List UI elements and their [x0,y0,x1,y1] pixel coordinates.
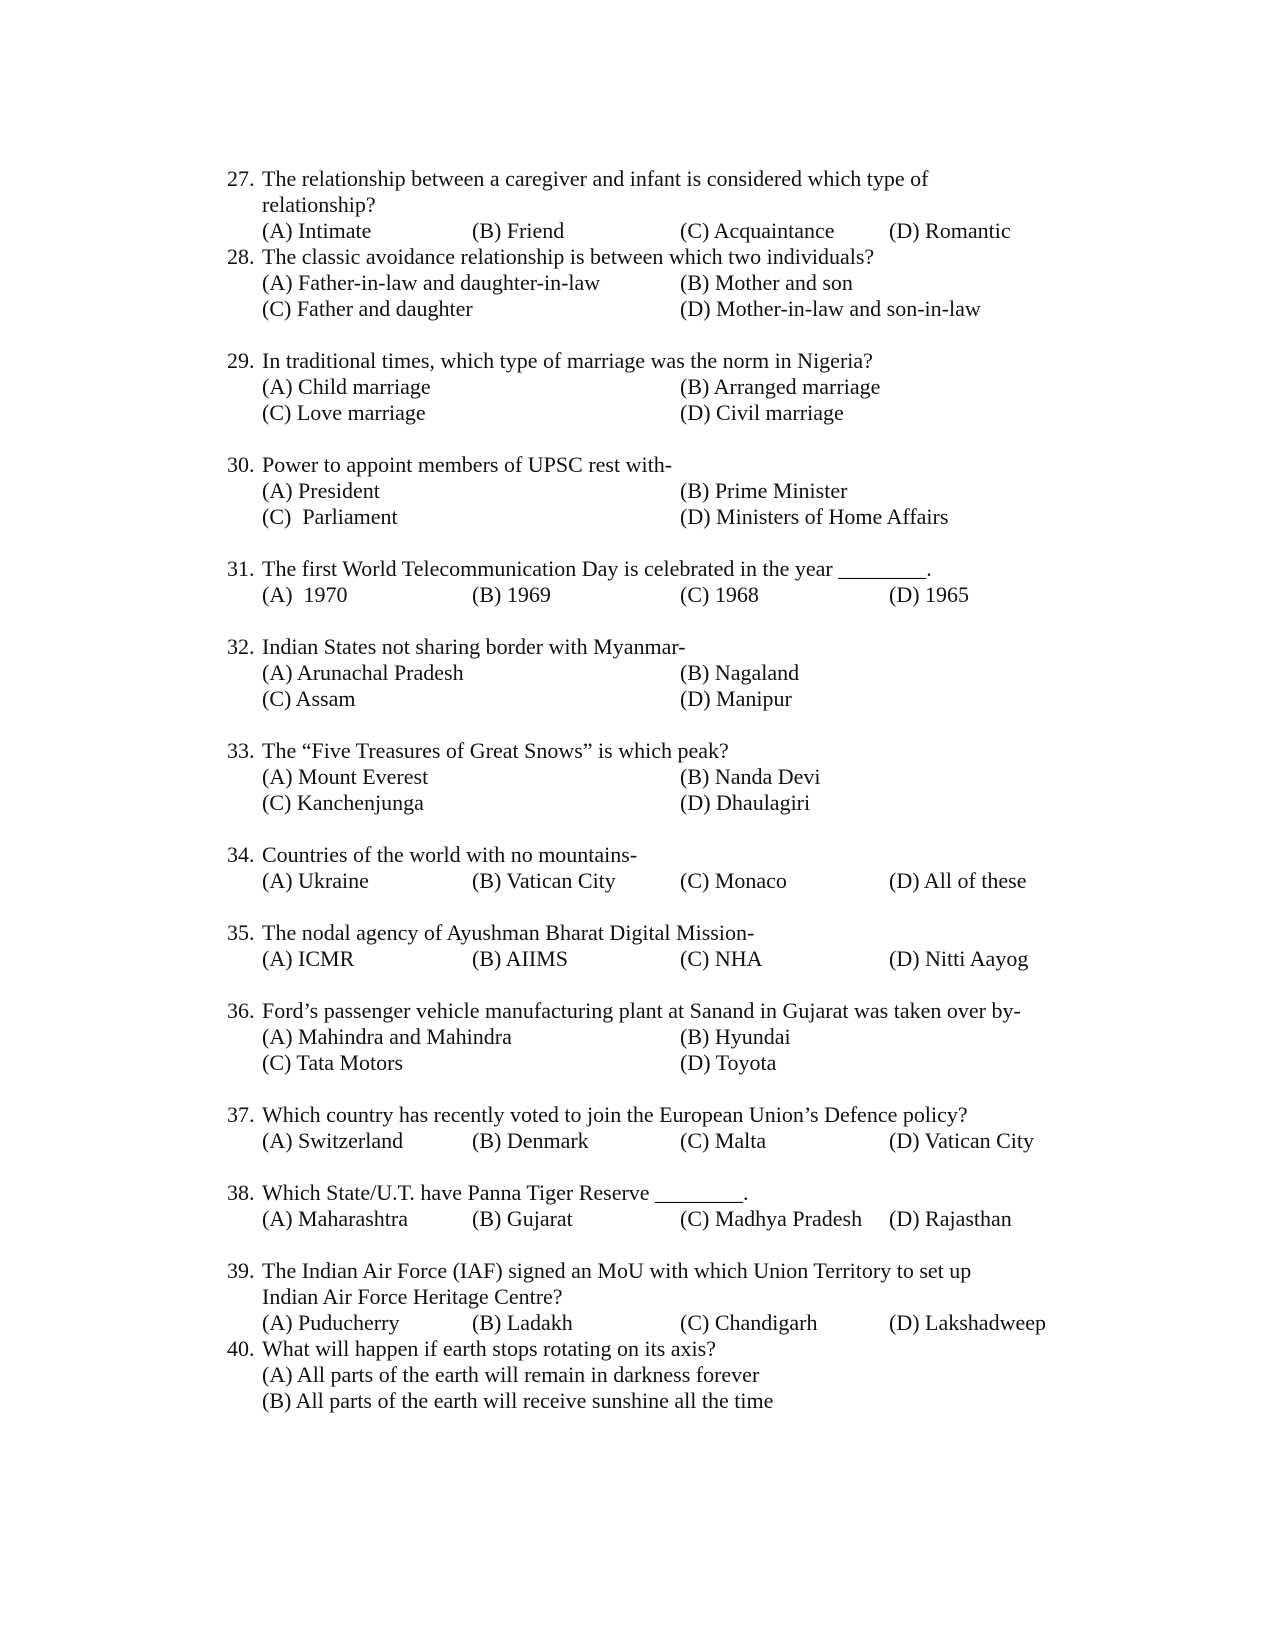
question-number: 35. [227,920,255,945]
question-number: 39. [227,1258,255,1283]
option-b: (B) Denmark [472,1128,589,1153]
question-text: Power to appoint members of UPSC rest with- [262,452,673,477]
option-a: (A) Father-in-law and daughter-in-law [262,270,601,295]
question-text: The relationship between a caregiver and infant is considered which type of [262,166,929,191]
question-number: 38. [227,1180,255,1205]
option-a: (A) 1970 [262,582,348,607]
option-a: (A) Child marriage [262,374,431,399]
question-number: 29. [227,348,255,373]
option-d: (D) Romantic [889,218,1011,243]
option-b: (B) Prime Minister [680,478,848,503]
option-c: (C) Monaco [680,868,787,893]
option-c: (C) NHA [680,946,763,971]
option-b: (B) Ladakh [472,1310,573,1335]
option-c: (C) Chandigarh [680,1310,818,1335]
option-c: (C) 1968 [680,582,759,607]
option-b: (B) Nagaland [680,660,800,685]
question-number: 37. [227,1102,255,1127]
question-text: Indian States not sharing border with Myanmar- [262,634,686,659]
question-number: 34. [227,842,255,867]
option-d: (D) Civil marriage [680,400,844,425]
question-number: 28. [227,244,255,269]
option-a: (A) Mahindra and Mahindra [262,1024,512,1049]
question-text: Which country has recently voted to join the European Union’s Defence policy? [262,1102,968,1127]
option-c: (C) Assam [262,686,356,711]
option-c: (C) Madhya Pradesh [680,1206,863,1231]
question-text: Which State/U.T. have Panna Tiger Reserve ________. [262,1180,749,1205]
option-d: (D) Manipur [680,686,792,711]
option-b: (B) 1969 [472,582,551,607]
question-text: In traditional times, which type of marriage was the norm in Nigeria? [262,348,873,373]
option-c: (C) Malta [680,1128,767,1153]
option-d: (D) Dhaulagiri [680,790,811,815]
question-text: Countries of the world with no mountains- [262,842,638,867]
option-b: (B) AIIMS [472,946,568,971]
option-c: (C) Love marriage [262,400,426,425]
question-text-continued: Indian Air Force Heritage Centre? [262,1284,563,1309]
question-text-continued: relationship? [262,192,376,217]
option-d: (D) Lakshadweep [889,1310,1046,1335]
question-text: The first World Telecommunication Day is celebrated in the year ________. [262,556,932,581]
option-a: (A) ICMR [262,946,355,971]
option-c: (C) Tata Motors [262,1050,404,1075]
option-d: (D) Mother-in-law and son-in-law [680,296,981,321]
question-number: 32. [227,634,255,659]
option-b: (B) All parts of the earth will receive sunshine all the time [262,1388,774,1413]
option-c: (C) Father and daughter [262,296,473,321]
option-d: (D) Toyota [680,1050,777,1075]
question-number: 36. [227,998,255,1023]
question-number: 27. [227,166,255,191]
option-c: (C) Acquaintance [680,218,835,243]
option-d: (D) Ministers of Home Affairs [680,504,949,529]
question-text: The “Five Treasures of Great Snows” is which peak? [262,738,729,763]
option-a: (A) President [262,478,380,503]
question-text: What will happen if earth stops rotating on its axis? [262,1336,716,1361]
question-number: 30. [227,452,255,477]
option-a: (A) Intimate [262,218,372,243]
option-b: (B) Gujarat [472,1206,573,1231]
option-a: (A) Maharashtra [262,1206,408,1231]
option-d: (D) All of these [889,868,1027,893]
option-b: (B) Friend [472,218,565,243]
question-number: 31. [227,556,255,581]
option-b: (B) Hyundai [680,1024,791,1049]
option-c: (C) Parliament [262,504,398,529]
question-text: The classic avoidance relationship is between which two individuals? [262,244,875,269]
option-a: (A) Mount Everest [262,764,429,789]
option-a: (A) Puducherry [262,1310,400,1335]
option-d: (D) Nitti Aayog [889,946,1029,971]
option-a: (A) Switzerland [262,1128,404,1153]
question-text: The Indian Air Force (IAF) signed an MoU with which Union Territory to set up [262,1258,972,1283]
option-b: (B) Nanda Devi [680,764,821,789]
option-a: (A) All parts of the earth will remain in darkness forever [262,1362,760,1387]
option-d: (D) 1965 [889,582,970,607]
option-d: (D) Vatican City [889,1128,1035,1153]
option-a: (A) Ukraine [262,868,369,893]
question-number: 40. [227,1336,255,1361]
option-b: (B) Mother and son [680,270,853,295]
option-a: (A) Arunachal Pradesh [262,660,464,685]
question-text: The nodal agency of Ayushman Bharat Digital Mission- [262,920,755,945]
option-b: (B) Arranged marriage [680,374,881,399]
question-text: Ford’s passenger vehicle manufacturing plant at Sanand in Gujarat was taken over by- [262,998,1021,1023]
option-b: (B) Vatican City [472,868,616,893]
option-d: (D) Rajasthan [889,1206,1012,1231]
option-c: (C) Kanchenjunga [262,790,424,815]
question-number: 33. [227,738,255,763]
